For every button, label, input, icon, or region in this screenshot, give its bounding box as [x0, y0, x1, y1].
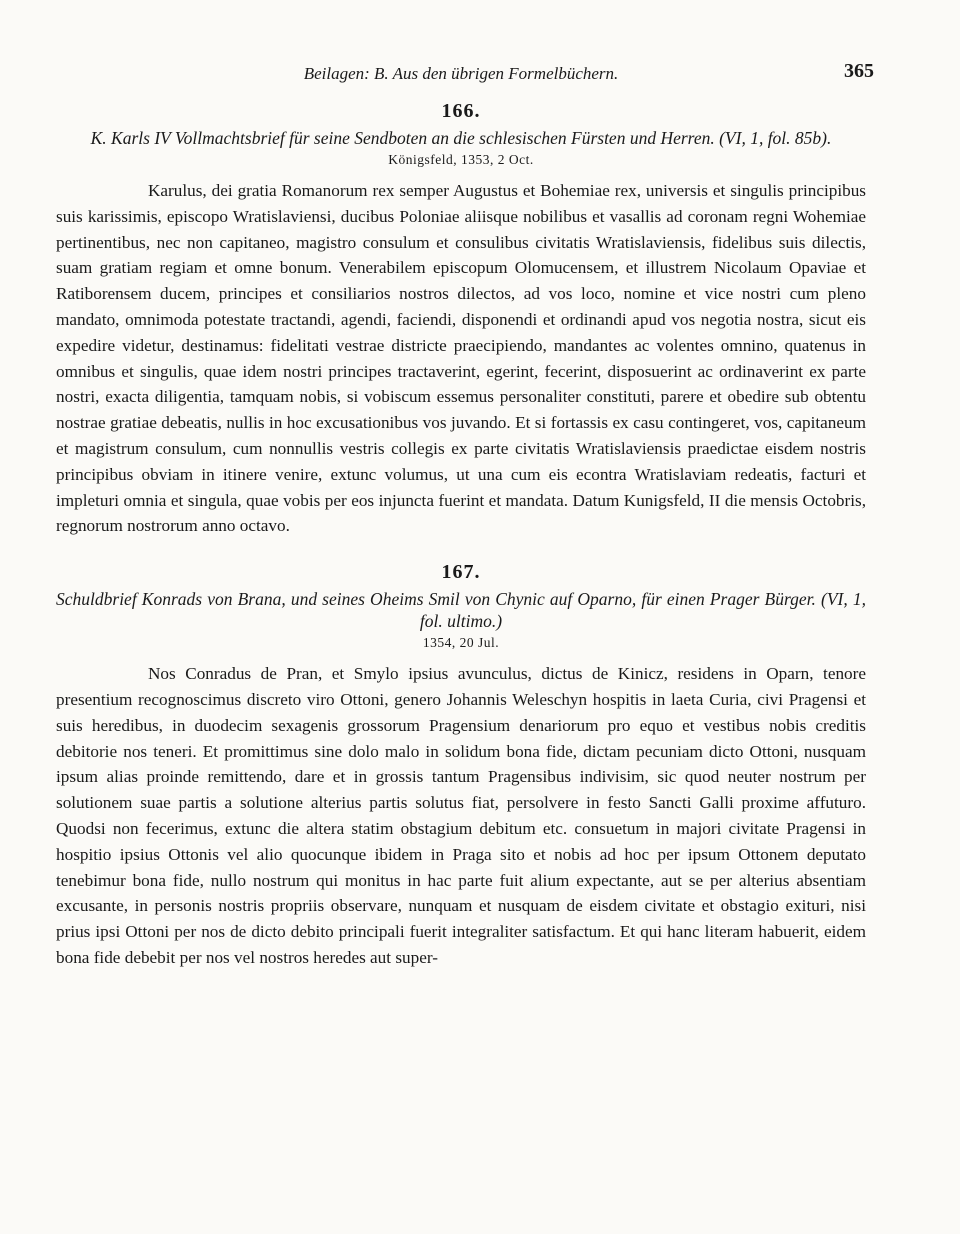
document-167	[56, 561, 866, 971]
document-166	[56, 100, 866, 539]
document-date: Königsfeld, 1353, 2 Oct.	[388, 152, 534, 167]
document-number: 166.	[441, 100, 481, 122]
document-title: Schuldbrief Konrads von Brana, und seines Oheims Smil von Chynic auf Oparno, für einen Prager Bürger. (VI, 1, fol. ultimo.)	[56, 589, 866, 632]
page-number: 365	[844, 60, 874, 82]
running-head-title: Beilagen: B. Aus den übrigen Formelbüchern.	[303, 64, 619, 83]
running-head	[56, 58, 874, 92]
document-title: K. Karls IV Vollmachtsbrief für seine Sendboten an die schlesischen Fürsten und Herren. (VI, 1, fol. 85b).	[90, 128, 832, 148]
document-number: 167.	[441, 561, 481, 584]
document-body: Nos Conradus de Pran, et Smylo ipsius avunculus, dictus de Kinicz, residens in Oparn, tenore presentium recognoscimus discreto viro Ottoni, genero Johannis Weleschyn hospitis in laeta Curia, civi Pragensi et suis heredibus, in duodecim sexagenis grossorum Pragensium denariorum pro equo et vestibus nobis creditis debitorie nos teneri. Et promittimus sine dolo malo in solidum bona fide, dictam pecuniam dicto Ottoni, nusquam ipsum alias proinde remittendo, dare et in grossis tantum Pragensibus indivisim, sic quod neuter nostrum per solutionem suae partis a solutione alterius partis solutus fiat, persolvere in festo Sancti Galli proxime affuturo. Quodsi non fecerimus, extunc die altera statim obstagium debitum etc. consuetum in majori civitate Pragensi in hospitio ipsius Ottonis vel alio quocunque ibidem in Praga sito et nobis ad hoc per ipsum Ottonem deputato tenebimur bona fide, nullo nostrum qui monitus in hac parte fuit alium expectante, aut se per alterius absentiam excusante, in personis nostris propriis observare, nunquam et nusquam de eisdem civitate et obstagio exituri, nisi prius ipsi Ottoni per nos de dicto debito principali fuerit integraliter satisfactum. Et qui hanc literam habuerit, eidem bona fide debebit per nos vel nostros heredes aut super-	[56, 664, 866, 967]
document-page	[56, 58, 874, 971]
document-body: Karulus, dei gratia Romanorum rex semper Augustus et Bohemiae rex, universis et singulis principibus suis karissimis, episcopo Wratislaviensi, ducibus Poloniae aliisque nobilibus et vasallis ad coronam regni Wohemiae pertinentibus, nec non capitaneo, magistro consulum et consulibus civitatis Wratislaviensis, fidelibus suis dilectis, suam gratiam regiam et omne bonum. Venerabilem episcopum Olomucensem, et illustrem Nicolaum Opaviae et Ratiborensem ducem, principes et consiliarios nostros dilectos, ad vos loco, nomine et vice nostri cum pleno mandato, omnimoda potestate tractandi, agendi, faciendi, disponendi et ordinandi apud vos negotia nostra, sicut eis expedire videtur, destinamus: fidelitati vestrae districte praecipiendo, mandantes ac volentes omnino, quatenus in omnibus et singulis, quae idem nostri principes tractaverint, egerint, fecerint, disposuerint ac ordinaverint ex parte nostri, exacta diligentia, tamquam nobis, si vobiscum essemus personaliter constituti, parere et obedire sub obtentu nostrae gratiae debeatis, nullis in hoc excusationibus vos juvando. Et si fortassis ex casu contingeret, vos, capitaneum et magistrum consulum, cum nonnullis vestris collegis ex parte civitatis Wratislaviensis praedictae eisdem nostris principibus obviam in itinere venire, extunc volumus, ut una cum eis econtra Wratislaviam redeatis, facturi et impleturi omnia et singula, quae vobis per eos injuncta fuerint et mandata. Datum Kunigsfeld, II die mensis Octobris, regnorum nostrorum anno octavo.	[56, 181, 866, 536]
document-date: 1354, 20 Jul.	[422, 635, 500, 651]
